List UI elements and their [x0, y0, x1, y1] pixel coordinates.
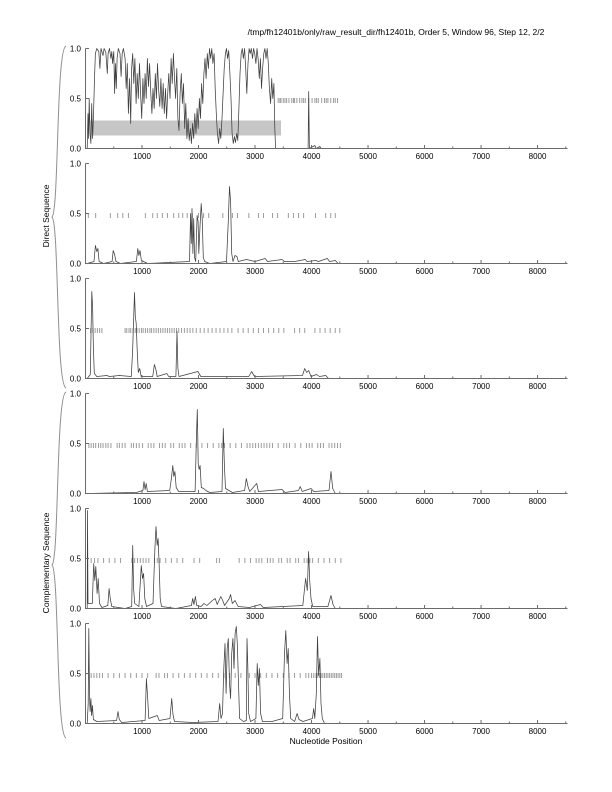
- panel-complementary-frame-1-trace: [87, 410, 567, 494]
- x-tick-label: 4000: [302, 612, 321, 621]
- panel-complementary-frame-2: [0, 504, 612, 622]
- x-tick-label: 2000: [189, 267, 208, 276]
- x-tick-label: 5000: [359, 727, 377, 736]
- x-tick-label: 4000: [302, 382, 321, 391]
- complementary-sequence-group-label: Complementary Sequence: [41, 512, 51, 614]
- panel-direct-frame-1-codon-marks: [278, 98, 337, 103]
- panel-complementary-frame-2-y-ticks: [70, 504, 89, 613]
- panel-direct-frame-1: [0, 44, 612, 162]
- panel-direct-frame-3-y-ticks: [70, 274, 89, 383]
- x-tick-label: 7000: [472, 382, 490, 391]
- x-tick-label: 7000: [472, 267, 490, 276]
- x-tick-label: 3000: [246, 612, 264, 621]
- x-tick-label: 1000: [133, 152, 151, 161]
- x-tick-label: 2000: [189, 382, 208, 391]
- direct-sequence-group-label: Direct Sequence: [41, 184, 51, 248]
- y-tick-label: 1.0: [69, 159, 81, 169]
- panel-direct-frame-2-y-ticks: [70, 159, 89, 268]
- panel-direct-frame-2-plot-area: [70, 159, 568, 276]
- y-tick-label: 0.0: [69, 374, 81, 384]
- x-tick-label: 2000: [189, 727, 208, 736]
- y-tick-label: 0.0: [69, 604, 81, 614]
- x-tick-label: 1000: [133, 382, 151, 391]
- x-tick-label: 6000: [415, 267, 434, 276]
- panel-direct-frame-1-y-ticks: [70, 44, 89, 153]
- panel-direct-frame-3-codon-marks: [91, 328, 340, 333]
- panel-direct-frame-3-plot-area: [70, 274, 568, 391]
- x-tick-label: 3000: [246, 382, 264, 391]
- x-tick-label: 5000: [359, 382, 377, 391]
- x-tick-label: 1000: [133, 612, 151, 621]
- panel-complementary-frame-2-axes: [86, 509, 568, 609]
- x-tick-label: 1000: [133, 727, 151, 736]
- y-tick-label: 1.0: [69, 504, 81, 514]
- y-tick-label: 0.0: [69, 489, 81, 499]
- x-tick-label: 1000: [133, 497, 151, 506]
- panel-complementary-frame-3: [0, 619, 612, 737]
- x-axis-label: Nucleotide Position: [289, 736, 363, 746]
- panel-direct-frame-2-codon-marks: [88, 213, 335, 218]
- x-tick-label: 4000: [302, 152, 321, 161]
- y-tick-label: 0.5: [69, 439, 81, 449]
- x-tick-label: 6000: [415, 727, 434, 736]
- x-tick-label: 8000: [528, 612, 547, 621]
- panel-complementary-frame-1: [0, 389, 612, 507]
- x-tick-label: 3000: [246, 727, 264, 736]
- x-tick-label: 8000: [528, 497, 547, 506]
- panel-complementary-frame-1-y-ticks: [70, 389, 89, 498]
- x-tick-label: 5000: [359, 612, 377, 621]
- panel-complementary-frame-3-y-ticks: [70, 619, 89, 728]
- predicted-region-bar: [90, 121, 281, 136]
- plot-title: /tmp/fh12401b/only/raw_result_dir/fh12401b, Order 5, Window 96, Step 12, 2/2: [247, 27, 545, 37]
- x-tick-label: 8000: [528, 382, 547, 391]
- y-tick-label: 0.5: [69, 209, 81, 219]
- x-tick-label: 1000: [133, 267, 151, 276]
- y-tick-label: 1.0: [69, 389, 81, 399]
- panel-direct-frame-3-trace: [87, 292, 567, 379]
- y-tick-label: 0.0: [69, 259, 81, 269]
- x-tick-label: 2000: [189, 497, 208, 506]
- panel-complementary-frame-3-plot-area: [70, 619, 568, 736]
- x-tick-label: 5000: [359, 267, 377, 276]
- y-tick-label: 0.0: [69, 719, 81, 729]
- y-tick-label: 0.5: [69, 94, 81, 104]
- panel-direct-frame-3: [0, 274, 612, 392]
- x-tick-label: 2000: [189, 152, 208, 161]
- panel-complementary-frame-1-axes: [86, 394, 568, 494]
- x-tick-label: 4000: [302, 727, 321, 736]
- panel-complementary-frame-2-codon-marks: [91, 558, 341, 563]
- panel-complementary-frame-3-x-ticks: [114, 720, 566, 736]
- x-tick-label: 8000: [528, 267, 547, 276]
- y-tick-label: 0.5: [69, 324, 81, 334]
- x-tick-label: 6000: [415, 612, 434, 621]
- panel-complementary-frame-2-trace: [87, 511, 567, 609]
- x-tick-label: 6000: [415, 382, 434, 391]
- x-tick-label: 7000: [472, 497, 490, 506]
- x-tick-label: 4000: [302, 497, 321, 506]
- x-tick-label: 5000: [359, 497, 377, 506]
- panel-direct-frame-2: [0, 159, 612, 277]
- x-tick-label: 8000: [528, 727, 547, 736]
- panel-complementary-frame-3-codon-marks: [91, 673, 341, 678]
- y-tick-label: 1.0: [69, 44, 81, 54]
- x-tick-label: 8000: [528, 152, 547, 161]
- x-tick-label: 7000: [472, 152, 490, 161]
- y-tick-label: 0.5: [69, 669, 81, 679]
- x-tick-label: 3000: [246, 497, 264, 506]
- panel-direct-frame-2-trace: [87, 187, 567, 264]
- panel-direct-frame-3-axes: [86, 279, 568, 379]
- x-tick-label: 6000: [415, 497, 434, 506]
- x-tick-label: 6000: [415, 152, 434, 161]
- x-tick-label: 3000: [246, 267, 264, 276]
- panel-direct-frame-2-axes: [86, 164, 568, 264]
- x-tick-label: 3000: [246, 152, 264, 161]
- panel-complementary-frame-2-plot-area: [70, 504, 568, 621]
- y-tick-label: 0.0: [69, 144, 81, 154]
- x-tick-label: 4000: [302, 267, 321, 276]
- x-tick-label: 7000: [472, 612, 490, 621]
- panel-complementary-frame-1-codon-marks: [89, 443, 340, 448]
- x-tick-label: 2000: [189, 612, 208, 621]
- x-tick-label: 5000: [359, 152, 377, 161]
- y-tick-label: 0.5: [69, 554, 81, 564]
- y-tick-label: 1.0: [69, 274, 81, 284]
- x-tick-label: 7000: [472, 727, 490, 736]
- panel-complementary-frame-1-plot-area: [70, 389, 568, 506]
- y-tick-label: 1.0: [69, 619, 81, 629]
- panel-direct-frame-1-plot-area: [70, 44, 568, 161]
